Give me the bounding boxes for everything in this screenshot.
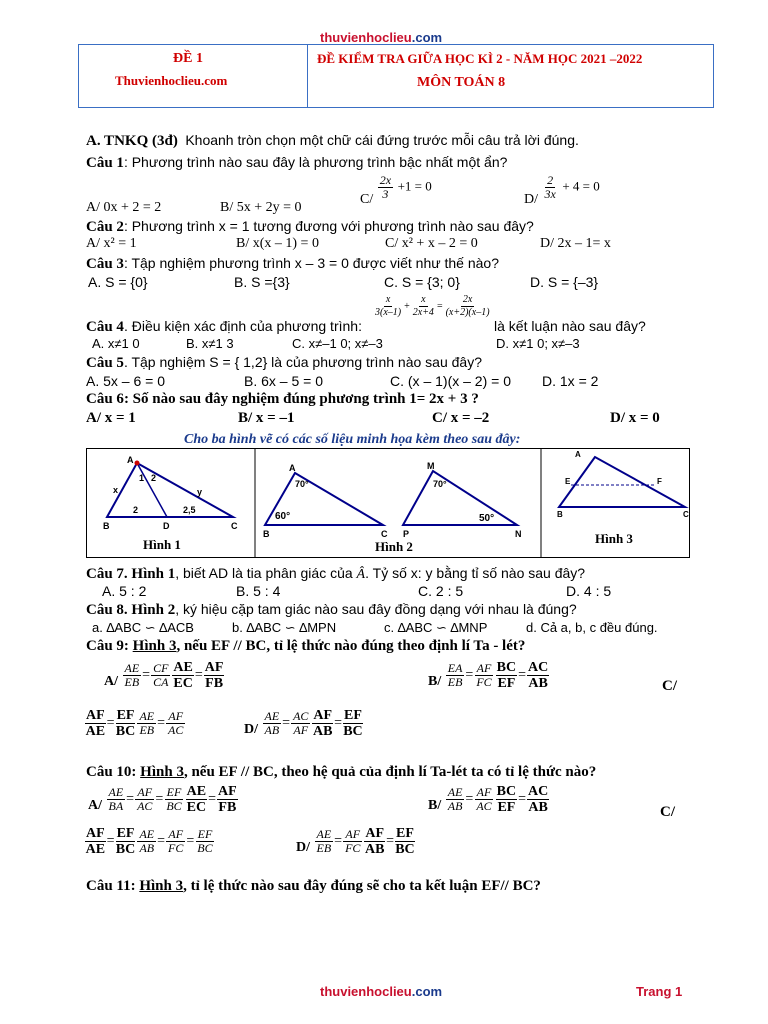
q5-option-c: C. (x – 1)(x – 2) = 0 [390,373,511,389]
q1-option-b: B/ 5x + 2y = 0 [220,200,302,215]
svg-text:B: B [263,529,270,539]
q8-option-b: b. ∆ABC ∽ ∆MPN [232,620,337,635]
svg-text:2,5: 2,5 [183,505,196,515]
figures-caption: Cho ba hình vẽ có các số liệu minh họa kèm theo sau đây: [184,432,521,447]
question-6: Câu 6: Số nào sau đây nghiệm đúng phương trình 1= 2x + 3 ? [86,391,479,407]
svg-text:A: A [127,455,134,465]
svg-text:D: D [163,521,170,531]
q4-option-c: C. x≠–1 0; x≠–3 [292,336,383,351]
q6-option-c: C/ x = –2 [432,410,490,426]
q10-option-d: D/ $\frac{AE}{EB}$ = $\frac{AF}{FC}$ $\frac{AF}{AB}$ = $\frac{EF}{BC}$ [296,826,415,857]
svg-text:y: y [197,487,203,497]
q9-option-c-label: C/ [662,678,677,694]
question-7: Câu 7. Hình 1, biết AD là tia phân giác của Â. Tỷ số x: y bằng tỉ số nào sau đây? [86,565,586,582]
q2-option-b: B/ x(x – 1) = 0 [236,236,319,251]
q3-option-c: C. S = {3; 0} [384,274,460,290]
question-10: Câu 10: Hình 3, nếu EF // BC, theo hệ quả của định lí Ta-lét ta có tỉ lệ thức nào? [86,764,597,780]
q1-option-d: D/ $\frac{2}{3x}$ + 4 = 0 [524,173,600,207]
svg-text:70°: 70° [295,479,309,489]
svg-text:2: 2 [151,473,157,483]
q5-option-b: B. 6x – 5 = 0 [244,373,323,389]
q9-option-c: $\frac{AF}{AE}$ = $\frac{EF}{BC}$ $\frac{AE}{EB}$ = $\frac{AF}{AC}$ [85,708,184,739]
q4-equation: $\frac{x}{3(x-1)}$ + $\frac{x}{2x+4}$ = $\frac{2x}{(x+2)(x-1)}$ [375,294,490,318]
svg-text:C: C [381,529,388,539]
svg-text:F: F [657,477,662,486]
figures-box [86,448,690,558]
page-number: Trang 1 [636,984,683,999]
figure-1 [103,455,238,531]
q9-option-d: D/ $\frac{AE}{AB}$ = $\frac{AC}{AF}$ $\frac{AF}{AB}$ = $\frac{EF}{BC}$ [244,708,363,739]
section-a: A. TNKQ (3đ) Khoanh tròn chọn một chữ cái đứng trước mỗi câu trả lời đúng. [86,132,579,149]
svg-text:B: B [557,510,563,519]
q9-option-b: B/ $\frac{EA}{EB}$ = $\frac{AF}{FC}$ $\frac{BC}{EF}$ = $\frac{AC}{AB}$ [428,660,549,691]
site-name-footer: thuvienhoclieu.com [320,984,443,999]
question-1: Câu 1: Phương trình nào sau đây là phương trình bậc nhất một ẩn? [86,154,508,171]
svg-text:70°: 70° [433,479,447,489]
svg-text:P: P [403,529,410,539]
svg-text:60°: 60° [275,511,291,522]
svg-text:50°: 50° [479,513,495,524]
q8-option-d: d. Cả a, b, c đều đúng. [526,620,658,635]
q4-option-d: D. x≠1 0; x≠–3 [496,336,580,351]
svg-text:C: C [683,510,689,519]
q4-tail: là kết luận nào sau đây? [494,318,646,334]
svg-text:A: A [575,450,581,459]
question-9: Câu 9: Hình 3, nếu EF // BC, tỉ lệ thức nào đúng theo định lí Ta - lét? [86,638,526,654]
site-name-left: Thuvienhoclieu.com [115,73,228,88]
header-box [78,44,714,108]
figure-3 [557,450,689,519]
q1-option-a: A/ 0x + 2 = 2 [86,200,162,215]
q2-option-d: D/ 2x – 1= x [540,236,611,251]
question-11: Câu 11: Hình 3, tỉ lệ thức nào sau đây đúng sẽ cho ta kết luận EF// BC? [86,878,541,894]
question-8: Câu 8. Hình 2, ký hiệu cặp tam giác nào sau đây đồng dạng với nhau là đúng? [86,601,577,618]
q5-option-a: A. 5x – 6 = 0 [86,373,165,389]
exam-subject: MÔN TOÁN 8 [417,75,506,90]
figure-2 [263,461,522,539]
svg-text:B: B [103,521,110,531]
q9-option-a: A/ $\frac{AE}{EB}$ = $\frac{CF}{CA}$ $\frac{AE}{EC}$ = $\frac{AF}{FB}$ [104,660,224,691]
figure-2-label: Hình 2 [375,539,413,554]
q2-option-a: A/ x² = 1 [86,236,137,251]
q7-option-a: A. 5 : 2 [102,583,147,599]
question-5: Câu 5. Tập nghiệm S = { 1,2} là của phương trình nào sau đây? [86,354,482,371]
svg-text:A: A [289,463,296,473]
q8-option-a: a. ∆ABC ∽ ∆ACB [92,620,194,635]
q10-option-c-label: C/ [660,804,675,820]
figure-1-label: Hình 1 [143,537,181,552]
q1-option-c: C/ $\frac{2x}{3}$ +1 = 0 [360,173,432,207]
svg-text:M: M [427,461,435,471]
figure-3-label: Hình 3 [595,531,633,546]
q6-option-d: D/ x = 0 [610,410,660,426]
q3-option-b: B. S ={3} [234,274,290,290]
q4-option-a: A. x≠1 0 [92,336,140,351]
q10-option-b: B/ $\frac{AE}{AB}$ = $\frac{AF}{AC}$ $\frac{BC}{EF}$ = $\frac{AC}{AB}$ [428,784,549,815]
q8-option-c: c. ∆ABC ∽ ∆MNP [384,620,488,635]
q10-option-a: A/ $\frac{AE}{BA}$ = $\frac{AF}{AC}$ = $\frac{EF}{BC}$ $\frac{AE}{EC}$ = $\frac{AF}{FB}$ [88,784,237,815]
q10-option-c: $\frac{AF}{AE}$ = $\frac{EF}{BC}$ $\frac{AE}{AB}$ = $\frac{AF}{FC}$ = $\frac{EF}{BC}$ [85,826,213,857]
svg-text:N: N [515,529,522,539]
svg-text:x: x [113,485,119,495]
question-2: Câu 2: Phương trình x = 1 tương đương với phương trình nào sau đây? [86,218,534,235]
q3-option-d: D. S = {–3} [530,274,599,290]
q4-option-b: B. x≠1 3 [186,336,234,351]
q3-option-a: A. S = {0} [88,274,148,290]
q7-option-b: B. 5 : 4 [236,583,281,599]
svg-text:2: 2 [133,505,139,515]
question-4: Câu 4. Điều kiện xác định của phương trình: [86,318,362,335]
exam-number: ĐỀ 1 [173,51,203,66]
q7-option-d: D. 4 : 5 [566,583,612,599]
question-3: Câu 3: Tập nghiệm phương trình x – 3 = 0 được viết như thế nào? [86,255,499,272]
q6-option-b: B/ x = –1 [238,410,295,426]
q6-option-a: A/ x = 1 [86,410,136,426]
svg-text:1: 1 [139,473,145,483]
site-name-top: thuvienhoclieu.com [320,30,443,45]
svg-text:E: E [565,477,571,486]
q2-option-c: C/ x² + x – 2 = 0 [385,236,478,251]
q5-option-d: D. 1x = 2 [542,373,599,389]
q7-option-c: C. 2 : 5 [418,583,464,599]
exam-title: ĐỀ KIỂM TRA GIỮA HỌC KÌ 2 - NĂM HỌC 2021 –2022 [317,51,643,66]
svg-text:C: C [231,521,238,531]
